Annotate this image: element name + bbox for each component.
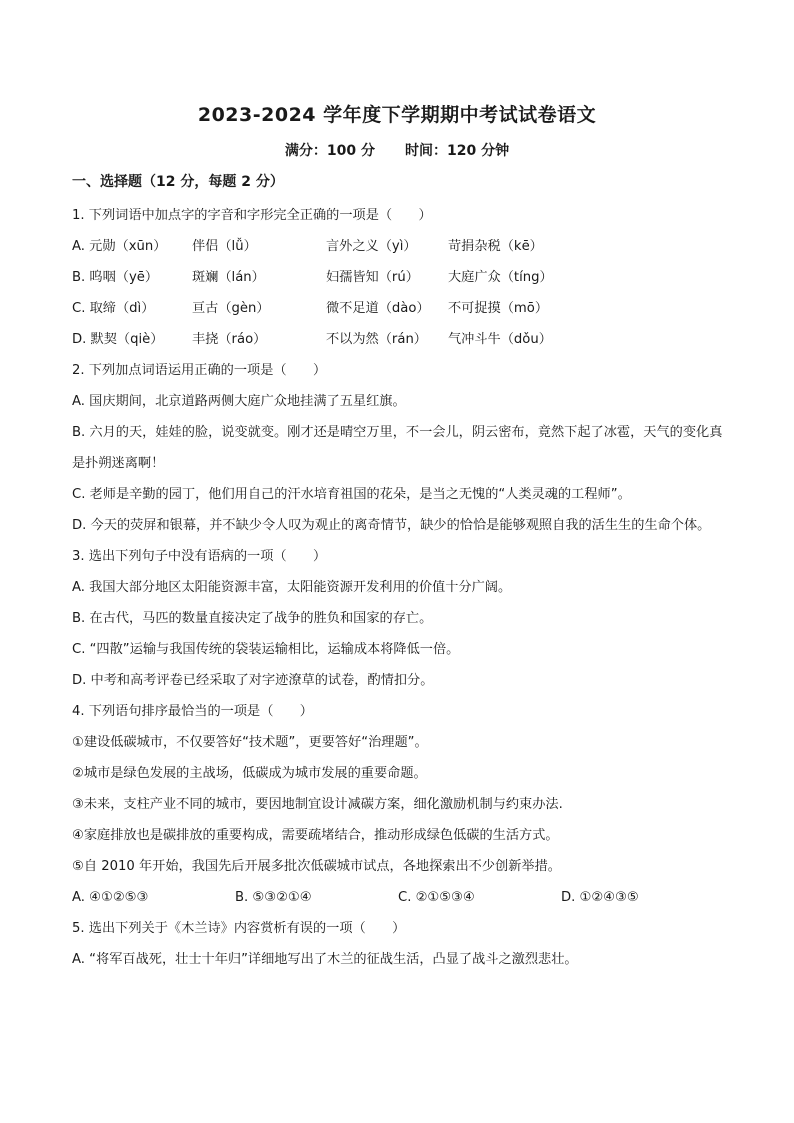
question-2-option-d: D. 今天的荧屏和银幕，并不缺少令人叹为观止的离奇情节，缺少的恰恰是能够观照自我的活生生的生命个体。 (72, 518, 711, 533)
question-3-option-a: A. 我国大部分地区太阳能资源丰富，太阳能资源开发利用的价值十分广阔。 (72, 580, 512, 595)
sentence-1: ①建设低碳城市，不仅要答好“技术题”，更要答好“治理题”。 (72, 735, 428, 750)
sentence-2: ②城市是绿色发展的主战场，低碳成为城市发展的重要命题。 (72, 766, 427, 781)
word: 伴侣（lǚ） (192, 239, 257, 254)
word: 不可捉摸（mō） (448, 301, 549, 316)
word: D. 默契（qiè） (72, 332, 164, 347)
question-2-option-c: C. 老师是辛勤的园丁，他们用自己的汗水培育祖国的花朵，是当之无愧的“人类灵魂的工程师”。 (72, 487, 631, 502)
question-3-option-b: B. 在古代，马匹的数量直接决定了战争的胜负和国家的存亡。 (72, 611, 433, 626)
question-4-stem: 4. 下列语句排序最恰当的一项是（ ） (72, 704, 313, 719)
word: 斑斓（lán） (192, 270, 265, 285)
question-4-options (72, 882, 724, 913)
sentence-5: ⑤自 2010 年开始，我国先后开展多批次低碳城市试点，各地探索出不少创新举措。 (72, 859, 561, 874)
question-5-option-a: A. “将军百战死，壮士十年归”详细地写出了木兰的征战生活，凸显了战斗之激烈悲壮。 (72, 952, 578, 967)
question-1-option-d (72, 324, 724, 355)
question-1-option-a (72, 231, 724, 262)
word: 微不足道（dào） (326, 301, 430, 316)
word: A. 元勋（xūn） (72, 239, 167, 254)
word: 大庭广众（tíng） (448, 270, 553, 285)
question-1-stem: 1. 下列词语中加点字的字音和字形完全正确的一项是（ ） (72, 208, 432, 223)
word: 丰挠（ráo） (192, 332, 267, 347)
sentence-3: ③未来，支柱产业不同的城市，要因地制宜设计减碳方案，细化激励机制与约束办法. (72, 797, 563, 812)
word: 亘古（gèn） (192, 301, 270, 316)
word: 不以为然（rán） (326, 332, 427, 347)
full-score: 满分：100 分 (284, 143, 375, 159)
question-3-option-c: C. “四散”运输与我国传统的袋装运输相比，运输成本将降低一倍。 (72, 642, 460, 657)
word: 苛捐杂税（kē） (448, 239, 543, 254)
page-title: 2023-2024 学年度下学期期中考试试卷语文 (197, 104, 597, 126)
option-c: C. ②①⑤③④ (398, 890, 475, 905)
question-1-option-b (72, 262, 724, 293)
word: B. 呜咽（yē） (72, 270, 159, 285)
word: 妇孺皆知（rú） (326, 270, 419, 285)
section-heading: 一、选择题（12 分，每题 2 分） (72, 174, 284, 190)
exam-meta (0, 140, 794, 160)
word: 气冲斗牛（dǒu） (448, 332, 552, 347)
question-1-option-c (72, 293, 724, 324)
word: 言外之义（yì） (326, 239, 417, 254)
exam-time: 时间：120 分钟 (405, 143, 510, 159)
question-2-option-b: B. 六月的天，娃娃的脸，说变就变。刚才还是晴空万里，不一会儿，阴云密布，竟然下起了冰雹，天气的变化真是扑朔迷离啊！ (72, 425, 723, 471)
question-3-option-d: D. 中考和高考评卷已经采取了对字迹潦草的试卷，酌情扣分。 (72, 673, 434, 688)
option-b: B. ⑤③②①④ (235, 890, 312, 905)
option-d: D. ①②④③⑤ (561, 890, 639, 905)
option-a: A. ④①②⑤③ (72, 890, 149, 905)
sentence-4: ④家庭排放也是碳排放的重要构成，需要疏堵结合，推动形成绿色低碳的生活方式。 (72, 828, 559, 843)
question-5-stem: 5. 选出下列关于《木兰诗》内容赏析有误的一项（ ） (72, 921, 406, 936)
question-2-option-a: A. 国庆期间，北京道路两侧大庭广众地挂满了五星红旗。 (72, 394, 406, 409)
question-body (72, 200, 724, 975)
word: C. 取缔（dì） (72, 301, 155, 316)
question-3-stem: 3. 选出下列句子中没有语病的一项（ ） (72, 549, 327, 564)
question-2-stem: 2. 下列加点词语运用正确的一项是（ ） (72, 363, 327, 378)
